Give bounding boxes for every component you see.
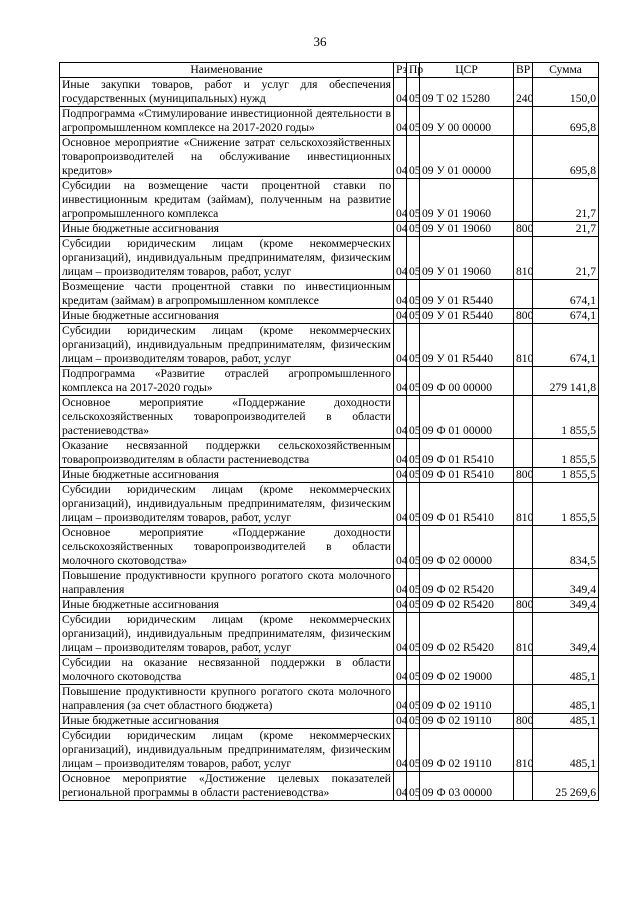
cell-rz: 04 bbox=[394, 78, 407, 107]
cell-csr: 09 Ф 02 00000 bbox=[420, 526, 514, 569]
cell-vr bbox=[514, 656, 533, 685]
table-row bbox=[60, 685, 599, 714]
table-row bbox=[60, 598, 599, 613]
header-name: Наименование bbox=[60, 63, 394, 78]
cell-sum: 349,4 bbox=[533, 569, 599, 598]
cell-vr bbox=[514, 685, 533, 714]
cell-rz: 04 bbox=[394, 468, 407, 483]
cell-vr: 810 bbox=[514, 613, 533, 656]
cell-vr: 800 bbox=[514, 222, 533, 237]
cell-name: Основное мероприятие «Достижение целевых показателей региональной программы в области растениеводства» bbox=[60, 772, 394, 801]
cell-pr: 05 bbox=[407, 439, 420, 468]
cell-pr: 05 bbox=[407, 179, 420, 222]
cell-vr bbox=[514, 526, 533, 569]
cell-csr: 09 Ф 03 00000 bbox=[420, 772, 514, 801]
cell-csr: 09 Ф 01 R5410 bbox=[420, 468, 514, 483]
cell-name: Иные бюджетные ассигнования bbox=[60, 714, 394, 729]
table-row bbox=[60, 367, 599, 396]
cell-csr: 09 Ф 02 19110 bbox=[420, 714, 514, 729]
cell-sum: 1 855,5 bbox=[533, 468, 599, 483]
cell-name: Подпрограмма «Стимулирование инвестиционной деятельности в агропромышленном комплексе на 2017-2020 годы» bbox=[60, 107, 394, 136]
cell-pr: 05 bbox=[407, 396, 420, 439]
cell-name: Основное мероприятие «Поддержание доходности сельскохозяйственных товаропроизводителей в области растениеводства» bbox=[60, 396, 394, 439]
cell-name: Иные бюджетные ассигнования bbox=[60, 222, 394, 237]
cell-rz: 04 bbox=[394, 439, 407, 468]
table-header-row bbox=[60, 63, 599, 78]
cell-sum: 1 855,5 bbox=[533, 483, 599, 526]
cell-csr: 09 У 01 R5440 bbox=[420, 280, 514, 309]
cell-vr bbox=[514, 136, 533, 179]
table-row bbox=[60, 78, 599, 107]
cell-vr: 810 bbox=[514, 729, 533, 772]
cell-sum: 1 855,5 bbox=[533, 439, 599, 468]
cell-sum: 485,1 bbox=[533, 714, 599, 729]
cell-name: Субсидии на возмещение части процентной ставки по инвестиционным кредитам (займам), полученным на развитие агропромышленного комплекса bbox=[60, 179, 394, 222]
cell-sum: 485,1 bbox=[533, 685, 599, 714]
cell-pr: 05 bbox=[407, 222, 420, 237]
cell-rz: 04 bbox=[394, 237, 407, 280]
cell-csr: 09 Т 02 15280 bbox=[420, 78, 514, 107]
cell-name: Субсидии юридическим лицам (кроме некоммерческих организаций), индивидуальным предпринимателям, физическим лицам – производителям товаров, работ, услуг bbox=[60, 729, 394, 772]
cell-pr: 05 bbox=[407, 367, 420, 396]
cell-name: Повышение продуктивности крупного рогатого скота молочного направления (за счет областного бюджета) bbox=[60, 685, 394, 714]
cell-pr: 05 bbox=[407, 78, 420, 107]
cell-name: Субсидии юридическим лицам (кроме некоммерческих организаций), индивидуальным предпринимателям, физическим лицам – производителям товаров, работ, услуг bbox=[60, 324, 394, 367]
cell-pr: 05 bbox=[407, 772, 420, 801]
cell-rz: 04 bbox=[394, 179, 407, 222]
table-row bbox=[60, 396, 599, 439]
cell-vr: 800 bbox=[514, 468, 533, 483]
cell-sum: 485,1 bbox=[533, 729, 599, 772]
cell-name: Субсидии юридическим лицам (кроме некоммерческих организаций), индивидуальным предпринимателям, физическим лицам – производителям товаров, работ, услуг bbox=[60, 483, 394, 526]
cell-csr: 09 У 01 R5440 bbox=[420, 309, 514, 324]
cell-sum: 695,8 bbox=[533, 136, 599, 179]
cell-rz: 04 bbox=[394, 729, 407, 772]
table-row bbox=[60, 237, 599, 280]
table-row bbox=[60, 714, 599, 729]
cell-name: Основное мероприятие «Поддержание доходности сельскохозяйственных товаропроизводителей в области молочного скотоводства» bbox=[60, 526, 394, 569]
cell-rz: 04 bbox=[394, 280, 407, 309]
cell-csr: 09 Ф 02 19000 bbox=[420, 656, 514, 685]
cell-vr: 800 bbox=[514, 309, 533, 324]
cell-sum: 279 141,8 bbox=[533, 367, 599, 396]
cell-rz: 04 bbox=[394, 714, 407, 729]
cell-sum: 695,8 bbox=[533, 107, 599, 136]
cell-rz: 04 bbox=[394, 613, 407, 656]
cell-csr: 09 У 01 R5440 bbox=[420, 324, 514, 367]
table-row bbox=[60, 280, 599, 309]
cell-rz: 04 bbox=[394, 598, 407, 613]
table-row bbox=[60, 729, 599, 772]
cell-sum: 25 269,6 bbox=[533, 772, 599, 801]
cell-vr bbox=[514, 107, 533, 136]
cell-rz: 04 bbox=[394, 685, 407, 714]
table-row bbox=[60, 309, 599, 324]
cell-vr: 240 bbox=[514, 78, 533, 107]
header-rz: Рз bbox=[394, 63, 407, 78]
cell-csr: 09 Ф 01 R5410 bbox=[420, 439, 514, 468]
table-row bbox=[60, 656, 599, 685]
cell-pr: 05 bbox=[407, 107, 420, 136]
cell-name: Иные бюджетные ассигнования bbox=[60, 309, 394, 324]
cell-name: Иные бюджетные ассигнования bbox=[60, 468, 394, 483]
cell-rz: 04 bbox=[394, 656, 407, 685]
cell-name: Субсидии на оказание несвязанной поддержки в области молочного скотоводства bbox=[60, 656, 394, 685]
cell-vr bbox=[514, 772, 533, 801]
cell-vr: 810 bbox=[514, 483, 533, 526]
cell-vr: 800 bbox=[514, 714, 533, 729]
header-vr: ВР bbox=[514, 63, 533, 78]
cell-csr: 09 Ф 02 R5420 bbox=[420, 598, 514, 613]
cell-vr bbox=[514, 569, 533, 598]
cell-name: Возмещение части процентной ставки по инвестиционным кредитам (займам) в агропромышленном комплексе bbox=[60, 280, 394, 309]
header-csr: ЦСР bbox=[420, 63, 514, 78]
cell-vr: 810 bbox=[514, 237, 533, 280]
cell-csr: 09 Ф 01 00000 bbox=[420, 396, 514, 439]
table-row bbox=[60, 324, 599, 367]
cell-rz: 04 bbox=[394, 367, 407, 396]
cell-name: Оказание несвязанной поддержки сельскохозяйственным товаропроизводителям в области растениеводства bbox=[60, 439, 394, 468]
cell-name: Повышение продуктивности крупного рогатого скота молочного направления bbox=[60, 569, 394, 598]
cell-sum: 834,5 bbox=[533, 526, 599, 569]
cell-pr: 05 bbox=[407, 483, 420, 526]
cell-rz: 04 bbox=[394, 107, 407, 136]
cell-pr: 05 bbox=[407, 613, 420, 656]
cell-name: Основное мероприятие «Снижение затрат сельскохозяйственных товаропроизводителей на обслуживание инвестиционных кредитов» bbox=[60, 136, 394, 179]
cell-rz: 04 bbox=[394, 309, 407, 324]
cell-csr: 09 Ф 02 R5420 bbox=[420, 613, 514, 656]
cell-rz: 04 bbox=[394, 136, 407, 179]
cell-rz: 04 bbox=[394, 324, 407, 367]
cell-pr: 05 bbox=[407, 598, 420, 613]
table-row bbox=[60, 526, 599, 569]
cell-sum: 674,1 bbox=[533, 324, 599, 367]
cell-sum: 1 855,5 bbox=[533, 396, 599, 439]
table-row bbox=[60, 483, 599, 526]
cell-rz: 04 bbox=[394, 222, 407, 237]
cell-sum: 349,4 bbox=[533, 598, 599, 613]
table-row bbox=[60, 772, 599, 801]
cell-name: Субсидии юридическим лицам (кроме некоммерческих организаций), индивидуальным предпринимателям, физическим лицам – производителям товаров, работ, услуг bbox=[60, 237, 394, 280]
cell-rz: 04 bbox=[394, 772, 407, 801]
cell-csr: 09 У 01 19060 bbox=[420, 222, 514, 237]
cell-name: Субсидии юридическим лицам (кроме некоммерческих организаций), индивидуальным предпринимателям, физическим лицам – производителям товаров, работ, услуг bbox=[60, 613, 394, 656]
cell-csr: 09 Ф 02 19110 bbox=[420, 685, 514, 714]
table-row bbox=[60, 222, 599, 237]
cell-sum: 485,1 bbox=[533, 656, 599, 685]
cell-pr: 05 bbox=[407, 280, 420, 309]
page-number: 36 bbox=[313, 34, 327, 49]
cell-csr: 09 Ф 01 R5410 bbox=[420, 483, 514, 526]
cell-sum: 674,1 bbox=[533, 309, 599, 324]
header-sum: Сумма bbox=[533, 63, 599, 78]
cell-pr: 05 bbox=[407, 468, 420, 483]
cell-pr: 05 bbox=[407, 714, 420, 729]
table-row bbox=[60, 569, 599, 598]
cell-sum: 21,7 bbox=[533, 237, 599, 280]
table-body bbox=[60, 78, 599, 801]
table-row bbox=[60, 439, 599, 468]
cell-csr: 09 Ф 02 R5420 bbox=[420, 569, 514, 598]
budget-table bbox=[59, 62, 599, 801]
cell-pr: 05 bbox=[407, 309, 420, 324]
cell-pr: 05 bbox=[407, 526, 420, 569]
cell-pr: 05 bbox=[407, 656, 420, 685]
cell-vr bbox=[514, 439, 533, 468]
cell-vr: 800 bbox=[514, 598, 533, 613]
cell-vr bbox=[514, 367, 533, 396]
cell-csr: 09 Ф 00 00000 bbox=[420, 367, 514, 396]
cell-sum: 21,7 bbox=[533, 222, 599, 237]
cell-rz: 04 bbox=[394, 483, 407, 526]
cell-rz: 04 bbox=[394, 569, 407, 598]
cell-csr: 09 Ф 02 19110 bbox=[420, 729, 514, 772]
cell-rz: 04 bbox=[394, 526, 407, 569]
cell-pr: 05 bbox=[407, 569, 420, 598]
cell-csr: 09 У 00 00000 bbox=[420, 107, 514, 136]
cell-pr: 05 bbox=[407, 729, 420, 772]
cell-vr: 810 bbox=[514, 324, 533, 367]
cell-pr: 05 bbox=[407, 685, 420, 714]
table-row bbox=[60, 179, 599, 222]
cell-rz: 04 bbox=[394, 396, 407, 439]
cell-pr: 05 bbox=[407, 237, 420, 280]
table-row bbox=[60, 613, 599, 656]
cell-csr: 09 У 01 00000 bbox=[420, 136, 514, 179]
cell-vr bbox=[514, 396, 533, 439]
cell-pr: 05 bbox=[407, 324, 420, 367]
header-pr: Пр bbox=[407, 63, 420, 78]
cell-name: Иные закупки товаров, работ и услуг для обеспечения государственных (муниципальных) нужд bbox=[60, 78, 394, 107]
cell-name: Иные бюджетные ассигнования bbox=[60, 598, 394, 613]
cell-csr: 09 У 01 19060 bbox=[420, 179, 514, 222]
cell-name: Подпрограмма «Развитие отраслей агропромышленного комплекса на 2017-2020 годы» bbox=[60, 367, 394, 396]
cell-sum: 21,7 bbox=[533, 179, 599, 222]
table-row bbox=[60, 107, 599, 136]
cell-pr: 05 bbox=[407, 136, 420, 179]
cell-vr bbox=[514, 280, 533, 309]
cell-sum: 674,1 bbox=[533, 280, 599, 309]
table-row bbox=[60, 136, 599, 179]
cell-sum: 150,0 bbox=[533, 78, 599, 107]
cell-sum: 349,4 bbox=[533, 613, 599, 656]
table-row bbox=[60, 468, 599, 483]
cell-vr bbox=[514, 179, 533, 222]
cell-csr: 09 У 01 19060 bbox=[420, 237, 514, 280]
